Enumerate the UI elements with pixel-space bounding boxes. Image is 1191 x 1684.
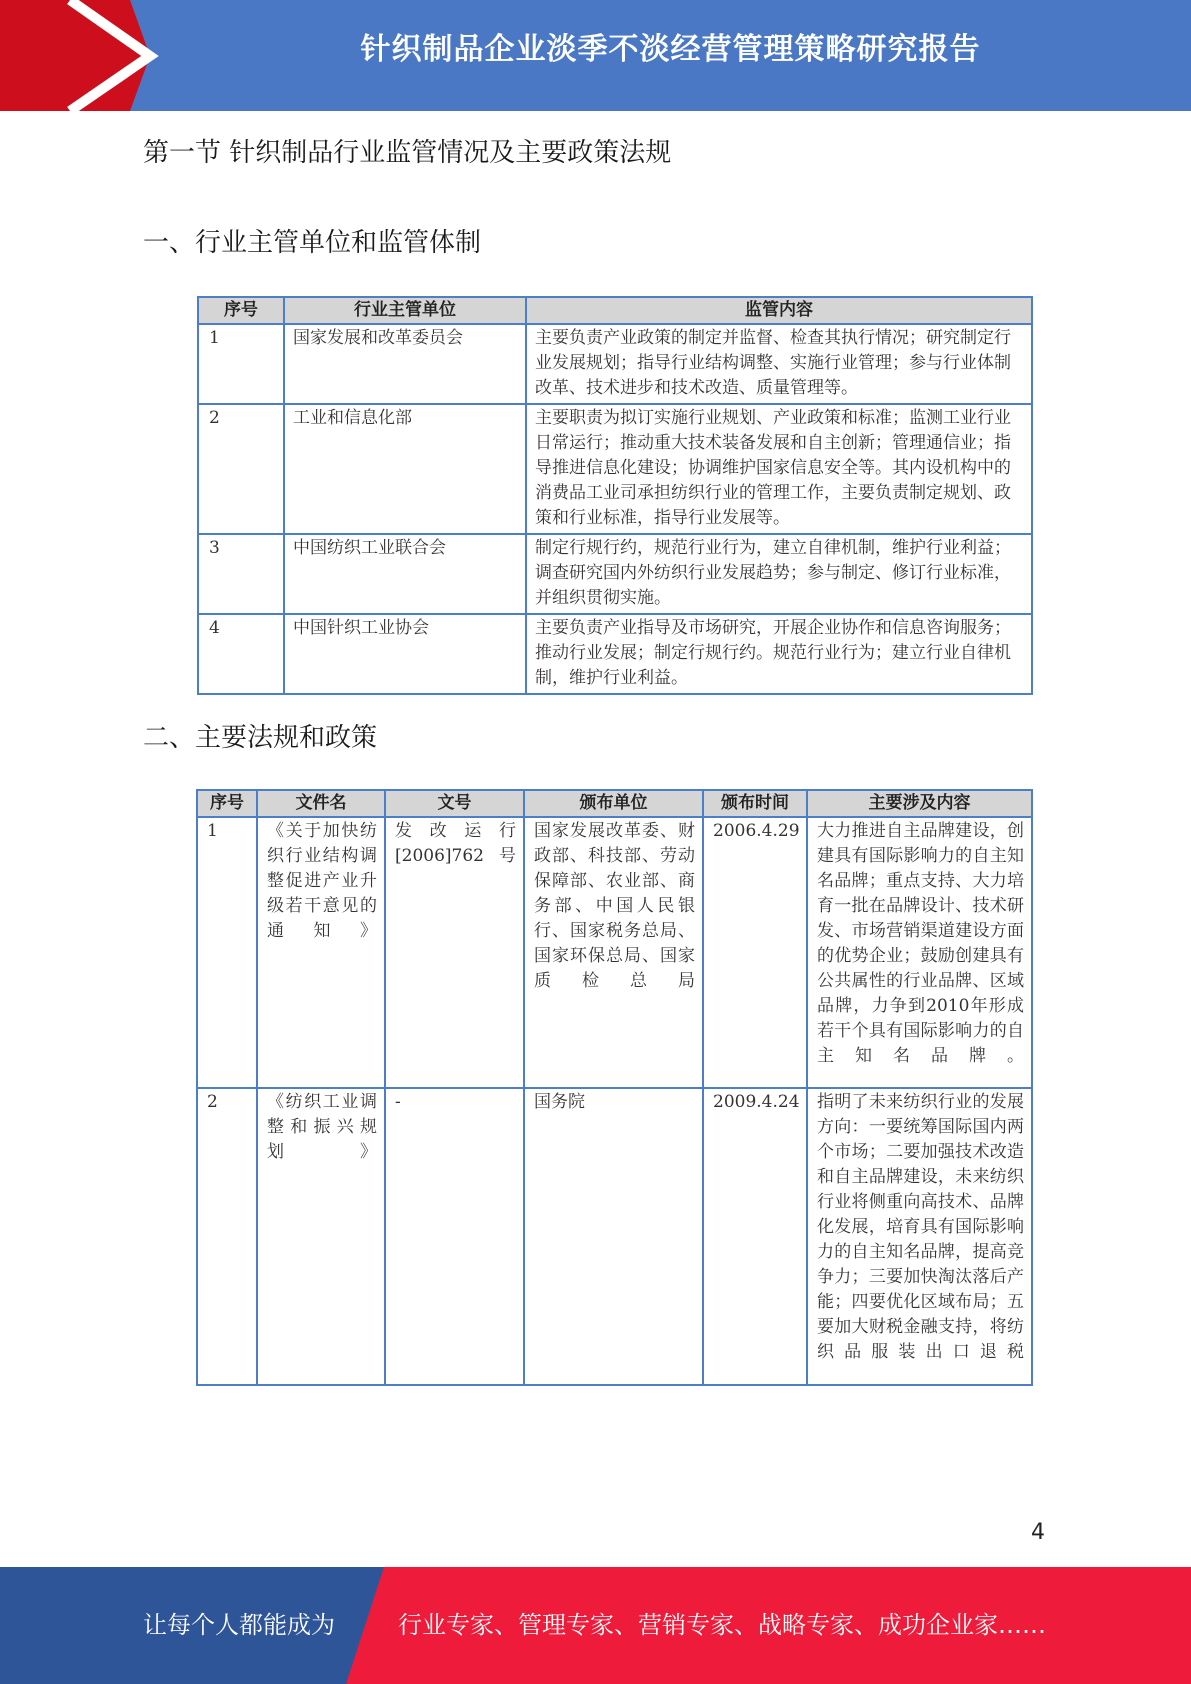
page-number: 4 [1031,1520,1045,1545]
policies-table [196,789,1033,1386]
main-content: 指明了未来纺织行业的发展方向：一要统筹国际国内两个市场；二要加强技术改造和自主品牌建设，未来纺织行业将侧重向高技术、品牌化发展，培育具有国际影响力的自主知名品牌，提高竞争力；三要加快淘汰落后产能；四要优化区域布局；五要加大财税金融支持，将纺织品服装出口退税 [807,1088,1032,1385]
regulatory-authorities-table [197,296,1033,695]
column-header: 主要涉及内容 [807,790,1032,817]
authority-name: 工业和信息化部 [284,404,526,534]
footer-slogan-left: 让每个人都能成为 [143,1611,335,1639]
subsection-title-regulation: 一、行业主管单位和监管体制 [143,228,482,258]
column-header: 行业主管单位 [284,297,526,324]
table-row [198,534,1032,614]
regulation-content: 制定行规行约，规范行业行为，建立自律机制，维护行业利益；调查研究国内外纺织行业发展趋势；参与制定、修订行业标准，并组织贯彻实施。 [526,534,1032,614]
authority-name: 国家发展和改革委员会 [284,324,526,404]
issuing-authority: 国家发展改革委、财政部、科技部、劳动保障部、农业部、商务部、中国人民银行、国家税务总局、国家环保总局、国家质检总局 [524,817,703,1088]
section-title: 第一节 针织制品行业监管情况及主要政策法规 [143,138,672,168]
regulation-content: 主要职责为拟订实施行业规划、产业政策和标准；监测工业行业日常运行；推动重大技术装备发展和自主创新；管理通信业；指导推进信息化建设；协调维护国家信息安全等。其内设机构中的消费品工业司承担纺织行业的管理工作，主要负责制定规划、政策和行业标准，指导行业发展等。 [526,404,1032,534]
issue-date: 2006.4.29 [703,817,807,1088]
document-number: - [385,1088,524,1385]
regulation-content: 主要负责产业指导及市场研究，开展企业协作和信息咨询服务；推动行业发展；制定行规行约。规范行业行为；建立行业自律机制，维护行业利益。 [526,614,1032,694]
footer-banner [0,1567,1191,1684]
issue-date: 2009.4.24 [703,1088,807,1385]
document-name: 《关于加快纺织行业结构调整促进产业升级若干意见的通知》 [257,817,385,1088]
row-number: 1 [197,817,257,1088]
table-header-row [197,790,1032,817]
footer-slogan-right: 行业专家、管理专家、营销专家、战略专家、成功企业家…… [398,1611,1046,1639]
main-content: 大力推进自主品牌建设，创建具有国际影响力的自主知名品牌；重点支持、大力培育一批在品牌设计、技术研发、市场营销渠道建设方面的优势企业；鼓励创建具有公共属性的行业品牌、区域品牌，力争到2010年形成若干个具有国际影响力的自主知名品牌。 [807,817,1032,1088]
authority-name: 中国纺织工业联合会 [284,534,526,614]
authority-name: 中国针织工业协会 [284,614,526,694]
report-title: 针织制品企业淡季不淡经营管理策略研究报告 [360,32,981,67]
row-number: 4 [198,614,284,694]
issuing-authority: 国务院 [524,1088,703,1385]
table-row [198,614,1032,694]
column-header: 监管内容 [526,297,1032,324]
column-header: 文件名 [257,790,385,817]
row-number: 2 [198,404,284,534]
row-number: 1 [198,324,284,404]
header-banner [0,0,1191,111]
subsection-title-policies: 二、主要法规和政策 [143,723,378,753]
column-header: 序号 [197,790,257,817]
regulation-content: 主要负责产业政策的制定并监督、检查其执行情况；研究制定行业发展规划；指导行业结构调整、实施行业管理；参与行业体制改革、技术进步和技术改造、质量管理等。 [526,324,1032,404]
document-number: 发改运行[2006]762号 [385,817,524,1088]
table-row [197,817,1032,1088]
row-number: 2 [197,1088,257,1385]
column-header: 序号 [198,297,284,324]
row-number: 3 [198,534,284,614]
table-row [197,1088,1032,1385]
table-row [198,404,1032,534]
document-name: 《纺织工业调整和振兴规划》 [257,1088,385,1385]
table-row [198,324,1032,404]
column-header: 颁布单位 [524,790,703,817]
column-header: 文号 [385,790,524,817]
column-header: 颁布时间 [703,790,807,817]
table-header-row [198,297,1032,324]
